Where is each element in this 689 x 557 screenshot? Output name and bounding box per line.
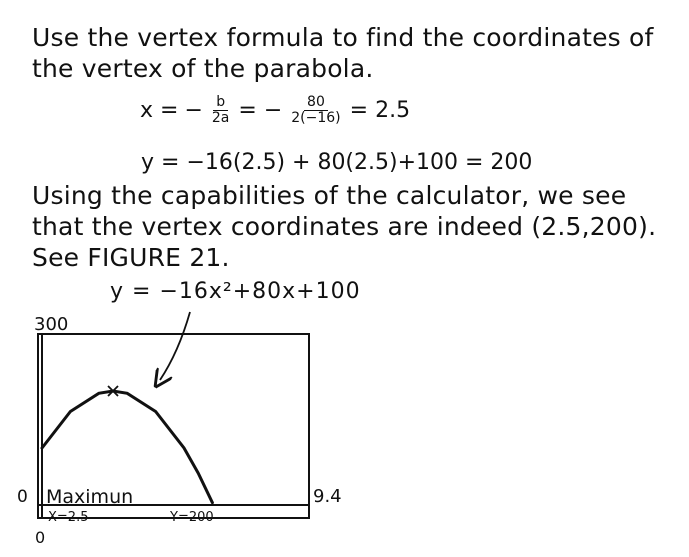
- fraction-numerator-b: b: [213, 95, 228, 111]
- intro-paragraph: Use the vertex formula to find the coordinates of the vertex of the parabola.: [32, 23, 654, 83]
- pointer-arrow: [160, 312, 190, 380]
- calculator-graph-figure: [0, 300, 689, 557]
- function-label: y = −16x²+80x+100: [110, 279, 361, 304]
- fraction-denominator-2a: 2a: [211, 109, 230, 126]
- x-max-label: 9.4: [313, 486, 342, 507]
- y-readout: Y=200: [170, 510, 214, 525]
- formula-x-lhs: x =: [140, 97, 179, 123]
- formula-x-equals-minus: = −: [238, 97, 283, 123]
- formula-x-result: = 2.5: [349, 97, 411, 123]
- fraction-b-over-2a: [209, 95, 233, 126]
- formula-x-minus: −: [184, 97, 203, 123]
- vertex-y-formula: y = −16(2.5) + 80(2.5)+100 = 200: [141, 150, 533, 175]
- x-readout: X=2.5: [48, 510, 89, 525]
- y-min-label: 0: [17, 487, 28, 507]
- x-min-label: 0: [35, 528, 46, 547]
- fraction-80-over-2-neg16: [288, 95, 343, 126]
- fraction-numerator-80: 80: [304, 95, 328, 111]
- vertex-x-formula: [140, 88, 410, 132]
- calculator-paragraph: Using the capabilities of the calculator, we see that the vertex coordinates are indeed (2.5,200). See FIGURE 21.: [32, 181, 657, 272]
- fraction-denominator-2-neg16: 2(−16): [291, 109, 341, 126]
- y-max-label: 300: [34, 314, 69, 335]
- screen-title-maximum: Maximun: [46, 486, 134, 508]
